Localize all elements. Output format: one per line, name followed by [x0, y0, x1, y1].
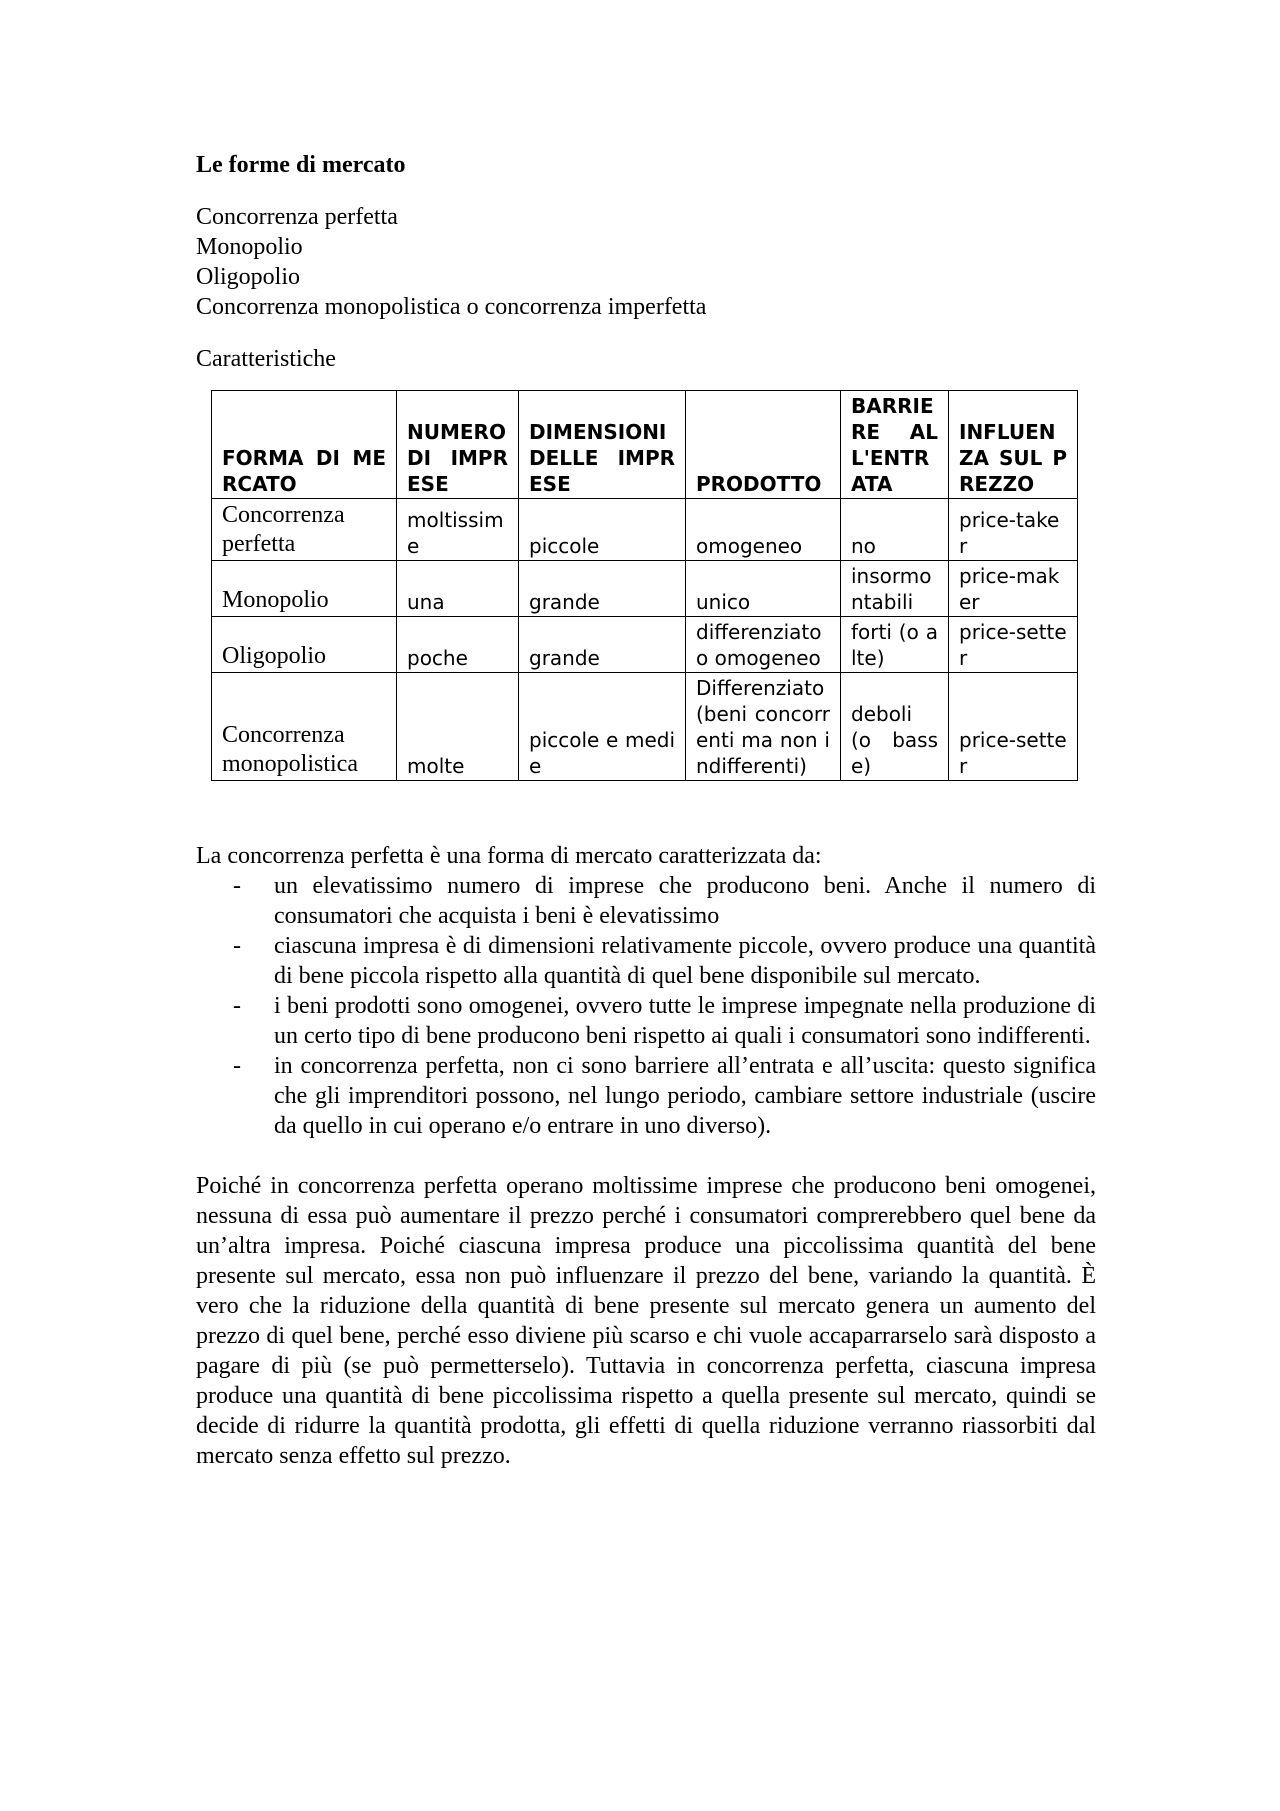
table-cell: deboli (o basse)	[841, 673, 949, 781]
market-form-item: Concorrenza monopolistica o concorrenza imperfetta	[196, 294, 707, 320]
table-cell: price-setter	[949, 617, 1078, 673]
table-header-cell: DIMENSIONI DELLE IMPRESE	[519, 391, 686, 499]
list-item-text: un elevatissimo numero di imprese che producono beni. Anche il numero di consumatori che acquista i beni è elevatissimo	[274, 873, 1096, 929]
table-cell: unico	[686, 561, 841, 617]
page-title: Le forme di mercato	[196, 152, 406, 178]
table-cell: omogeneo	[686, 499, 841, 561]
table-row	[212, 561, 1078, 617]
list-item	[196, 871, 1096, 931]
characteristics-list	[196, 871, 1096, 1141]
table-cell: differenziato o omogeneo	[686, 617, 841, 673]
table-cell: una	[397, 561, 519, 617]
table-row	[212, 673, 1078, 781]
table-cell: Differenziato (beni concorrenti ma non indifferenti)	[686, 673, 841, 781]
table-cell: Concorrenza monopolistica	[212, 673, 397, 781]
table-cell: piccole	[519, 499, 686, 561]
table-header-cell: INFLUENZA SUL PREZZO	[949, 391, 1078, 499]
table-cell: grande	[519, 561, 686, 617]
bullet-dash: -	[233, 1053, 241, 1079]
table-cell: molte	[397, 673, 519, 781]
table-cell: moltissime	[397, 499, 519, 561]
table-cell: Monopolio	[212, 561, 397, 617]
table-cell: poche	[397, 617, 519, 673]
table-cell: insormontabili	[841, 561, 949, 617]
list-item	[196, 931, 1096, 991]
market-forms-table	[211, 390, 1078, 781]
bullet-dash: -	[233, 993, 241, 1019]
market-forms-list	[196, 202, 1096, 322]
market-form-item: Oligopolio	[196, 264, 301, 290]
document-page	[196, 150, 1096, 1471]
table-row	[212, 499, 1078, 561]
table-header-cell: FORMA DI MERCATO	[212, 391, 397, 499]
table-cell: forti (o alte)	[841, 617, 949, 673]
list-item-text: in concorrenza perfetta, non ci sono barriere all’entrata e all’uscita: questo significa che gli imprenditori possono, nel lungo periodo, cambiare settore industriale (uscire da quello in cui operano e/o entrare in uno diverso).	[274, 1053, 1096, 1139]
table-header-cell: BARRIERE ALL'ENTRATA	[841, 391, 949, 499]
table-header-cell: NUMERO DI IMPRESE	[397, 391, 519, 499]
table-cell: Oligopolio	[212, 617, 397, 673]
table-cell: price-setter	[949, 673, 1078, 781]
market-form-item: Monopolio	[196, 234, 303, 260]
table-header-cell: PRODOTTO	[686, 391, 841, 499]
bullet-dash: -	[233, 933, 241, 959]
description-intro: La concorrenza perfetta è una forma di mercato caratterizzata da:	[196, 843, 822, 869]
table-cell: price-maker	[949, 561, 1078, 617]
table-cell: price-taker	[949, 499, 1078, 561]
table-cell: grande	[519, 617, 686, 673]
list-item	[196, 991, 1096, 1051]
body-paragraph: Poiché in concorrenza perfetta operano moltissime imprese che producono beni omogenei, nessuna di essa può aumentare il prezzo perché i consumatori comprerebbero quel bene da un’altra impresa. Poiché ciascuna impresa produce una piccolissima quantità del bene presente sul mercato, essa non può influenzare il prezzo del bene, variando la quantità. È vero che la riduzione della quantità di bene presente sul mercato genera un aumento del prezzo di quel bene, perché esso diviene più scarso e chi vuole accaparrarselo sarà disposto a pagare di più (se può permetterselo). Tuttavia in concorrenza perfetta, ciascuna impresa produce una quantità di bene piccolissima rispetto a quella presente sul mercato, quindi se decide di ridurre la quantità prodotta, gli effetti di quella riduzione verranno riassorbiti dal mercato senza effetto sul prezzo.	[196, 1173, 1096, 1469]
section-label: Caratteristiche	[196, 346, 336, 372]
table-cell: no	[841, 499, 949, 561]
table-cell: Concorrenza perfetta	[212, 499, 397, 561]
table-row	[212, 617, 1078, 673]
bullet-dash: -	[233, 873, 241, 899]
list-item-text: ciascuna impresa è di dimensioni relativamente piccole, ovvero produce una quantità di bene piccola rispetto alla quantità di quel bene disponibile sul mercato.	[274, 933, 1096, 989]
table-header-row	[212, 391, 1078, 499]
list-item-text: i beni prodotti sono omogenei, ovvero tutte le imprese impegnate nella produzione di un certo tipo di bene producono beni rispetto ai quali i consumatori sono indifferenti.	[274, 993, 1096, 1049]
table-cell: piccole e medie	[519, 673, 686, 781]
list-item	[196, 1051, 1096, 1141]
market-form-item: Concorrenza perfetta	[196, 204, 398, 230]
